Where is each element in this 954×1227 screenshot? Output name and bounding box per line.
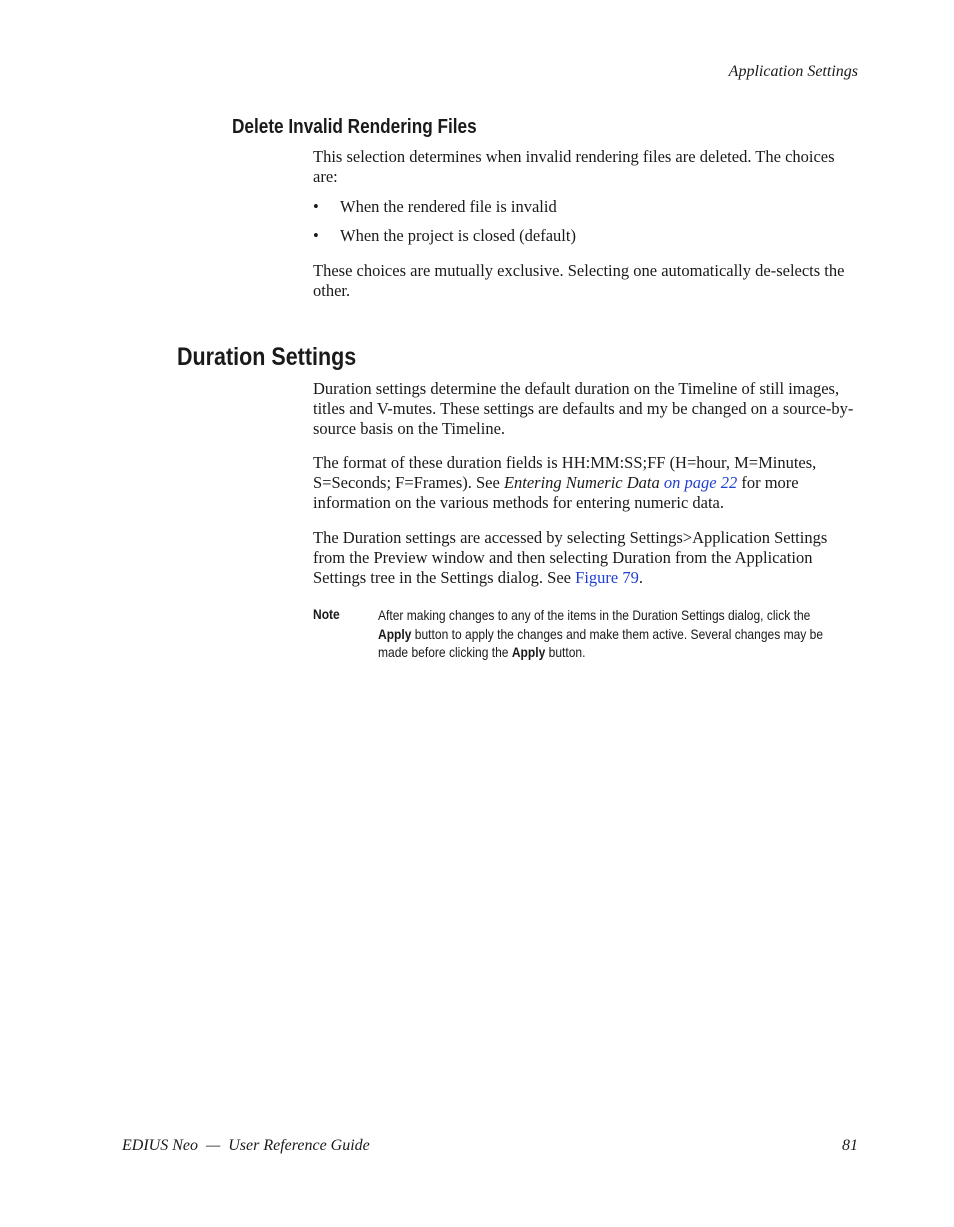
- duration-paragraph-2: [313, 453, 861, 513]
- note-text: [378, 606, 834, 662]
- bullet-icon: •: [313, 226, 319, 245]
- paragraph-text: The format of these duration fields is HH:MM:SS;FF (H=hour, M=Minutes, S=Seconds; F=Frames). See: [313, 453, 817, 492]
- running-header: Application Settings: [728, 63, 858, 80]
- cross-reference-title: Entering Numeric Data: [503, 473, 660, 492]
- paragraph-text: The Duration settings are accessed by selecting Settings>Application Settings from the Preview window and then selecting Duration from the Application Settings tree in the Settings dialog. See: [313, 528, 828, 587]
- duration-paragraph-1: Duration settings determine the default duration on the Timeline of still images, titles and V-mutes. These settings are defaults and my be changed on a source-by-source basis on the Timeline.: [313, 379, 854, 438]
- note-text-part: button to apply the changes and make them active. Several changes may be made before clicking the: [378, 625, 824, 660]
- delete-closing-paragraph: These choices are mutually exclusive. Selecting one automatically de-selects the other.: [313, 261, 845, 300]
- note-label: Note: [313, 606, 340, 622]
- footer-title: EDIUS Neo — User Reference Guide: [122, 1137, 370, 1154]
- list-item-text: When the project is closed (default): [340, 226, 576, 245]
- delete-intro-paragraph: This selection determines when invalid rendering files are deleted. The choices are:: [313, 147, 835, 186]
- paragraph-text: .: [638, 568, 643, 587]
- bullet-icon: •: [313, 197, 319, 216]
- paragraph-text: for more information on the various methods for entering numeric data.: [313, 473, 799, 512]
- section-heading-duration-settings: Duration Settings: [177, 343, 357, 371]
- apply-term: Apply: [511, 644, 546, 660]
- note-text-part: After making changes to any of the items in the Duration Settings dialog, click the: [378, 607, 811, 623]
- section-heading-delete-invalid: Delete Invalid Rendering Files: [232, 116, 477, 138]
- list-item-text: When the rendered file is invalid: [340, 197, 557, 216]
- figure-link[interactable]: Figure 79: [575, 568, 639, 587]
- duration-paragraph-3: [313, 528, 861, 588]
- page-number: 81: [842, 1137, 858, 1154]
- page-link[interactable]: on page 22: [663, 473, 738, 492]
- apply-term: Apply: [378, 625, 412, 642]
- note-text-part: button.: [545, 644, 586, 660]
